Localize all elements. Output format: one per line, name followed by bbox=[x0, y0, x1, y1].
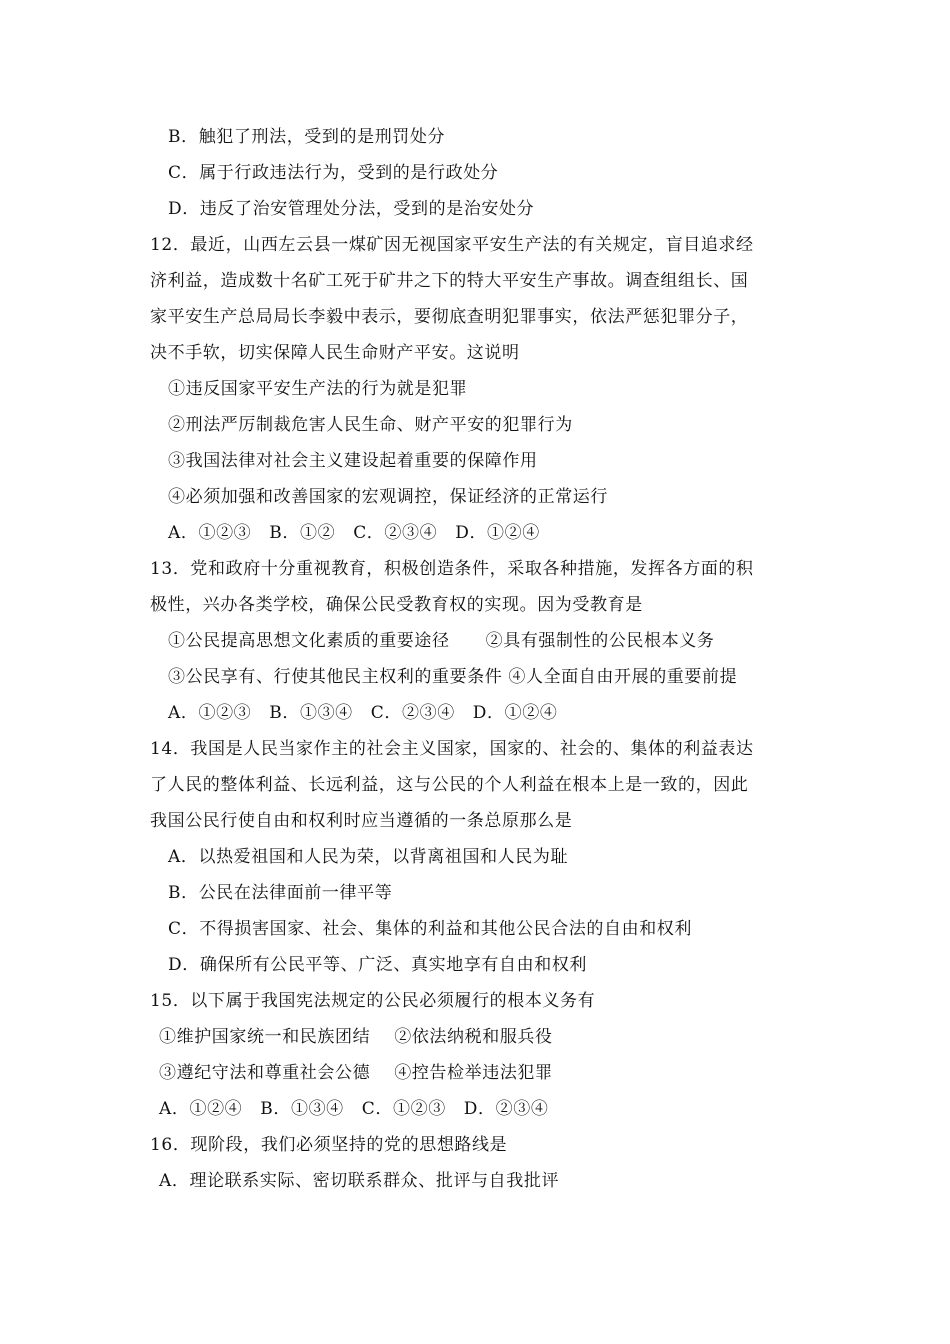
q14-option-b: B．公民在法律面前一律平等 bbox=[168, 883, 393, 903]
q13-stem-line: 13．党和政府十分重视教育，积极创造条件，采取各种措施，发挥各方面的积 bbox=[150, 559, 754, 579]
q14-option-c: C．不得损害国家、社会、集体的利益和其他公民合法的自由和权利 bbox=[168, 919, 693, 939]
q12-statement-1: ①违反国家平安生产法的行为就是犯罪 bbox=[168, 379, 468, 399]
q12-statement-4: ④必须加强和改善国家的宏观调控，保证经济的正常运行 bbox=[168, 487, 608, 507]
q15-stem: 15．以下属于我国宪法规定的公民必须履行的根本义务有 bbox=[150, 991, 596, 1011]
q14-option-d: D．确保所有公民平等、广泛、真实地享有自由和权利 bbox=[168, 955, 588, 975]
q15-statements-row-1: ①维护国家统一和民族团结 ②依法纳税和服兵役 bbox=[159, 1027, 553, 1047]
q15-choices: A．①②④ B．①③④ C．①②③ D．②③④ bbox=[159, 1099, 549, 1119]
q12-stem-line: 济利益，造成数十名矿工死于矿井之下的特大平安生产事故。调查组组长、国 bbox=[150, 271, 749, 291]
q12-statement-3: ③我国法律对社会主义建设起着重要的保障作用 bbox=[168, 451, 538, 471]
q14-option-a: A．以热爱祖国和人民为荣，以背离祖国和人民为耻 bbox=[168, 847, 569, 867]
q11-option-c: C．属于行政违法行为，受到的是行政处分 bbox=[168, 163, 499, 183]
q14-stem-line: 我国公民行使自由和权利时应当遵循的一条总原那么是 bbox=[150, 811, 573, 831]
q16-stem: 16．现阶段，我们必须坚持的党的思想路线是 bbox=[150, 1135, 508, 1155]
q14-stem-line: 了人民的整体利益、长远利益，这与公民的个人利益在根本上是一致的，因此 bbox=[150, 775, 749, 795]
q15-statements-row-2: ③遵纪守法和尊重社会公德 ④控告检举违法犯罪 bbox=[159, 1063, 553, 1083]
q11-option-d: D．违反了治安管理处分法，受到的是治安处分 bbox=[168, 199, 535, 219]
q12-stem-line: 12．最近，山西左云县一煤矿因无视国家平安生产法的有关规定，盲目追求经 bbox=[150, 235, 754, 255]
q13-stem-line: 极性，兴办各类学校，确保公民受教育权的实现。因为受教育是 bbox=[150, 595, 643, 615]
q12-stem-line: 决不手软，切实保障人民生命财产平安。这说明 bbox=[150, 343, 520, 363]
q12-stem-line: 家平安生产总局局长李毅中表示，要彻底查明犯罪事实，依法严惩犯罪分子， bbox=[150, 307, 749, 327]
q13-statements-row-1: ①公民提高思想文化素质的重要途径 ②具有强制性的公民根本义务 bbox=[168, 631, 715, 651]
q16-option-a: A．理论联系实际、密切联系群众、批评与自我批评 bbox=[159, 1171, 560, 1191]
q11-option-b: B．触犯了刑法，受到的是刑罚处分 bbox=[168, 127, 446, 147]
q14-stem-line: 14．我国是人民当家作主的社会主义国家，国家的、社会的、集体的利益表达 bbox=[150, 739, 754, 759]
q12-statement-2: ②刑法严厉制裁危害人民生命、财产平安的犯罪行为 bbox=[168, 415, 573, 435]
q12-choices: A．①②③ B．①② C．②③④ D．①②④ bbox=[168, 523, 540, 543]
q13-choices: A．①②③ B．①③④ C．②③④ D．①②④ bbox=[168, 703, 558, 723]
q13-statements-row-2: ③公民享有、行使其他民主权利的重要条件 ④人全面自由开展的重要前提 bbox=[168, 667, 738, 687]
